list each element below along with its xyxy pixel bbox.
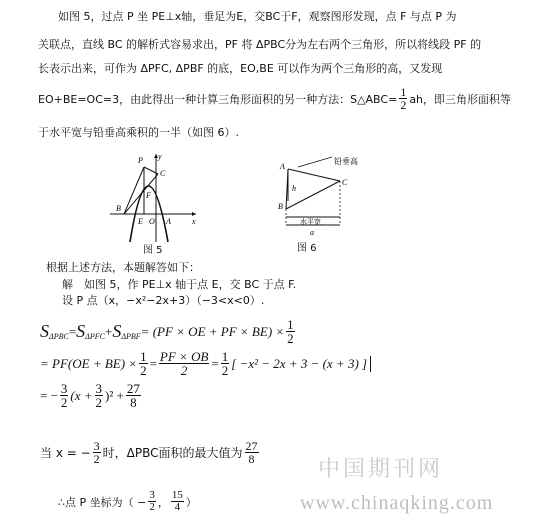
answer-frac-2: [171, 490, 184, 513]
eq3-frac-2: [95, 382, 104, 409]
fraction-numerator: 1: [221, 349, 229, 364]
watermark-url: www.chinaqking.com: [300, 492, 494, 514]
eq1-s-pfc: S: [76, 321, 86, 341]
fraction-numerator: 27: [245, 439, 258, 453]
conclusion-b: 时，ΔPBC面积的最大值为: [102, 446, 243, 460]
equation-3: [40, 382, 143, 409]
eq1-half: [286, 318, 295, 345]
fig5-label-y: y: [158, 152, 162, 161]
equation-2: [40, 350, 371, 377]
eq1-sub-pbc: ΔPBC: [49, 331, 69, 341]
fig6-label-h: h: [292, 184, 296, 193]
answer-frac-1: [148, 490, 156, 513]
answer-b: ，: [157, 495, 169, 509]
solution-intro: 根据上述方法，本题解答如下：: [46, 261, 200, 274]
fraction-numerator: 3: [95, 381, 103, 396]
fraction-numerator: 3: [60, 381, 68, 396]
answer-line: [58, 490, 197, 513]
fraction-denominator: 8: [130, 395, 137, 410]
eq2-b: =: [149, 355, 157, 371]
fig5-label-e: E: [138, 217, 143, 226]
fig6-label-b-point: B: [278, 202, 283, 211]
eq1-s-pbf: S: [112, 321, 122, 341]
fig5-label-x: x: [192, 217, 196, 226]
watermark-cn: 中国期刊网: [318, 457, 444, 482]
equation-1: [40, 318, 297, 345]
fraction-numerator: 27: [126, 381, 140, 396]
fraction-denominator: 2: [221, 363, 229, 378]
fraction-numerator: 1: [287, 317, 294, 332]
fraction-denominator: 2: [287, 331, 294, 346]
conclusion-frac-1: [93, 440, 101, 465]
fig5-label-f: F: [146, 191, 151, 200]
fraction-numerator: 3: [93, 439, 100, 453]
para-line-4-b: ah，即三角形面积等: [409, 92, 512, 106]
fig6-label-horizontal-width: 水平宽: [300, 218, 321, 226]
fraction-numerator: PF × OB: [159, 349, 209, 364]
figure-6: [268, 155, 378, 239]
conclusion-frac-2: [245, 440, 259, 465]
fig6-label-c-point: C: [342, 178, 348, 187]
fig6-side-ac: [288, 169, 340, 181]
eq3-frac-3: [126, 382, 141, 409]
eq2-a: = PF(OE + BE) ×: [40, 355, 138, 371]
fig5-x-arrow: [192, 212, 196, 216]
text-cursor: [370, 356, 371, 372]
fig6-label-a-point: A: [280, 162, 285, 171]
fig6-pointer: [298, 157, 332, 167]
eq1-sub-pbf: ΔPBF: [121, 331, 141, 341]
solution-step-1: 解 如图 5，作 PE⊥x 轴于点 E，交 BC 于点 F.: [62, 278, 297, 291]
para-line-4: [38, 86, 511, 111]
fraction-denominator: 2: [95, 395, 103, 410]
fraction-numerator: 3: [149, 489, 155, 501]
fraction-numerator: 1: [400, 85, 407, 99]
eq3-c: )² +: [105, 387, 124, 403]
eq1-plus: +: [104, 323, 113, 339]
fig5-label-a: A: [166, 217, 171, 226]
fraction-denominator: 2: [149, 501, 155, 513]
fraction-denominator: 2: [400, 98, 407, 112]
eq2-frac-2: [159, 350, 209, 377]
fraction-denominator: 4: [174, 501, 181, 513]
fraction-denominator: 2: [140, 363, 147, 378]
eq2-frac-1: [139, 350, 148, 377]
fraction-denominator: 8: [248, 452, 255, 466]
conclusion-a: 当 x = −: [40, 446, 91, 460]
fig5-line-pb: [124, 167, 144, 214]
figure-5-caption: 图 5: [143, 245, 163, 256]
half-fraction: [399, 86, 407, 111]
eq1-sub-pfc: ΔPFC: [85, 331, 105, 341]
eq2-d: [ −x² − 2x + 3 − (x + 3) ]: [231, 355, 368, 371]
para-line-5: 于水平宽与铅垂高乘积的一半（如图 6）.: [38, 126, 239, 139]
eq3-frac-1: [60, 382, 69, 409]
fig5-label-p: P: [138, 156, 143, 165]
para-line-1: 如图 5，过点 P 坐 PE⊥x轴，垂足为E，交BC于F，观察图形发现，点 F 与点 P 为: [58, 10, 457, 23]
fraction-denominator: 2: [93, 452, 100, 466]
para-line-3: 长表示出来，可作为 ΔPFC, ΔPBF 的底，EO,BE 可以作为两个三角形的高，又发现: [38, 62, 443, 75]
eq3-b: (x +: [70, 387, 93, 403]
eq2-frac-3: [221, 350, 230, 377]
fraction-denominator: 2: [60, 395, 68, 410]
figure-5: [108, 150, 200, 244]
answer-a: ∴点 P 坐标为（ −: [58, 495, 147, 509]
para-line-2: 关联点，直线 BC 的解析式容易求出，PF 将 ΔPBC分为左右两个三角形，所以将线段 PF 的: [38, 38, 482, 51]
fig5-label-c: C: [160, 169, 166, 178]
fraction-numerator: 1: [140, 349, 147, 364]
fig6-label-a: a: [310, 228, 314, 237]
conclusion-line: [40, 440, 261, 465]
fig5-line-bc: [124, 174, 158, 214]
fig5-label-o: O: [149, 217, 155, 226]
eq1-equals: =: [68, 323, 77, 339]
fig6-label-lead-height: 铅垂高: [334, 157, 358, 166]
para-line-4-a: EO+BE=OC=3，由此得出一种计算三角形面积的另一种方法：S△ABC=: [38, 92, 398, 106]
figure-6-caption: 图 6: [297, 243, 317, 254]
fig5-label-b: B: [116, 204, 121, 213]
solution-step-2: 设 P 点（x，−x²−2x+3）（−3<x<0）.: [62, 294, 265, 307]
eq1-s-pbc: S: [40, 321, 49, 341]
eq3-a: = −: [40, 387, 58, 403]
fraction-denominator: 2: [180, 363, 188, 378]
eq1-rhs: = (PF × OE + PF × BE) ×: [140, 323, 285, 339]
fraction-numerator: 15: [171, 489, 183, 501]
eq2-c: =: [211, 355, 219, 371]
answer-c: ）: [185, 495, 197, 509]
